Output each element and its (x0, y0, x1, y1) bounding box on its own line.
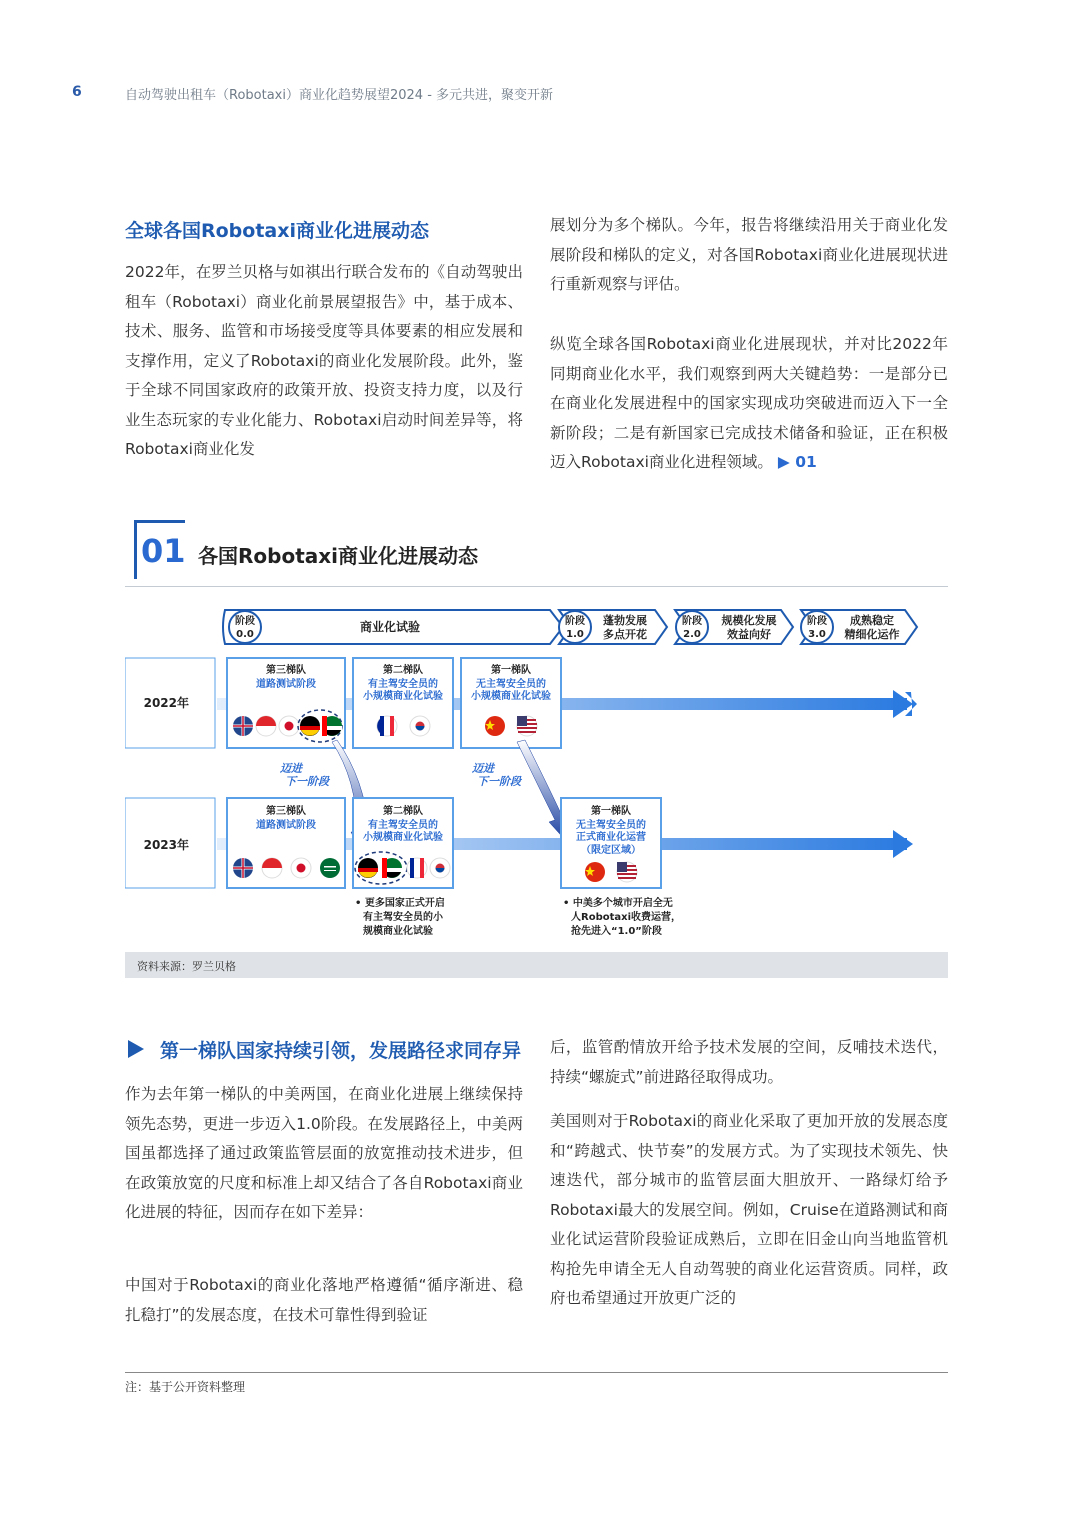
stage-0-name: 商业化试验 (359, 620, 421, 634)
stage-3-chevron (801, 610, 917, 644)
footer-divider (125, 1372, 948, 1373)
subsection-title: 第一梯队国家持续引领，发展路径求同存异 (160, 1040, 522, 1062)
stage-1-label: 阶段 (565, 616, 585, 627)
svg-text:道路测试阶段: 道路测试阶段 (256, 820, 316, 831)
stage-3-name-2: 精细化运作 (844, 628, 900, 641)
stage-2-chevron (675, 610, 793, 644)
intro-paragraph-right-2 (550, 330, 948, 478)
tier1-paragraph: 作为去年第一梯队的中美两国，在商业化进展上继续保持领先态势，更进一步迈入1.0阶段。在发展路径上，中美两国虽都选择了通过政策监管层面的放宽推动技术进步，但在政策放宽的尺度和标准上却又结合了各自Robotaxi商业化进展的特征，因而存在如下差异： (125, 1085, 523, 1221)
stage-0-label: 阶段 (235, 616, 255, 627)
china-paragraph: 中国对于Robotaxi的商业化落地严格遵循“循序渐进、稳扎稳打”的发展态度，在技术可靠性得到验证 (125, 1276, 523, 1324)
advance-label-1a: 迈进 (280, 762, 302, 775)
advance-label-1b: 下一阶段 (285, 775, 329, 788)
stage-2-code: 2.0 (683, 629, 701, 640)
note-right-1: • 中美多个城市开启全无 (563, 898, 673, 909)
svg-text:有主驾安全员的: 有主驾安全员的 (368, 679, 438, 690)
intro-paragraph-right-1: 展划分为多个梯队。今年，报告将继续沿用关于商业化发展阶段和梯队的定义，对各国Robotaxi商业化进展现状进行重新观察与评估。 (550, 216, 948, 293)
page-number: 6 (72, 84, 82, 100)
trend-text: 纵览全球各国Robotaxi商业化进展现状，并对比2022年同期商业化水平，我们观察到两大关键趋势：一是部分已在商业化发展进程中的国家实现成功突破进而迈入下一全新阶段；二是有新国家已完成技术储备和验证，正在积极迈入Robotaxi商业化进程领域。 (550, 335, 948, 471)
svg-text:无主驾安全员的: 无主驾安全员的 (576, 820, 646, 831)
svg-text:第一梯队: 第一梯队 (491, 665, 531, 676)
stage-2-name-1: 规模化发展 (721, 614, 777, 627)
stage-1-code: 1.0 (566, 629, 584, 640)
note-right-3: 抢先进入“1.0”阶段 (571, 926, 662, 937)
year-2022: 2022年 (143, 696, 189, 710)
stage-1-name-1: 蓬勃发展 (603, 614, 647, 627)
svg-text:小规模商业化试验: 小规模商业化试验 (363, 832, 443, 843)
svg-text:第二梯队: 第二梯队 (383, 665, 423, 676)
stage-2-label: 阶段 (682, 616, 702, 627)
subsection-arrow-icon (128, 1040, 144, 1058)
svg-text:第三梯队: 第三梯队 (266, 665, 306, 676)
svg-text:（限定区域）: （限定区域） (581, 845, 641, 856)
footer-note: 注：基于公开资料整理 (125, 1380, 246, 1394)
figure-number: 01 (141, 532, 186, 570)
svg-text:有主驾安全员的: 有主驾安全员的 (368, 820, 438, 831)
2022-tier2-box (353, 658, 453, 748)
note-right-2: 人Robotaxi收费运营， (571, 912, 682, 923)
year-2023: 2023年 (143, 838, 189, 852)
svg-text:第一梯队: 第一梯队 (591, 806, 631, 817)
figure-title: 各国Robotaxi商业化进展动态 (198, 544, 479, 568)
svg-text:小规模商业化试验: 小规模商业化试验 (471, 691, 551, 702)
figure-reference-link[interactable]: ▶ 01 (777, 453, 817, 471)
figure-divider (125, 586, 948, 587)
intro-paragraph-left: 2022年，在罗兰贝格与如祺出行联合发布的《自动驾驶出租车（Robotaxi）商业化前景展望报告》中，基于成本、技术、服务、监管和市场接受度等具体要素的相应发展和支撑作用，定义了Robotaxi的商业化发展阶段。此外，鉴于全球不同国家政府的政策开放、投资支持力度，以及行业生态玩家的专业化能力、Robotaxi启动时间差异等，将Robotaxi商业化发 (125, 263, 523, 458)
advance-label-2b: 下一阶段 (477, 775, 521, 788)
svg-text:道路测试阶段: 道路测试阶段 (256, 679, 316, 690)
2023-tier2-box (353, 798, 453, 888)
stage-diagram (125, 600, 948, 945)
section-title: 全球各国Robotaxi商业化进展动态 (125, 220, 430, 242)
svg-text:第二梯队: 第二梯队 (383, 806, 423, 817)
note-left-1: • 更多国家正式开启 (355, 898, 445, 909)
flag-saudi-arabia (320, 858, 340, 878)
stage-1-chevron (559, 610, 667, 644)
note-left-3: 规模商业化试验 (363, 926, 433, 937)
figure-source: 资料来源：罗兰贝格 (137, 960, 236, 973)
stage-3-name-1: 成熟稳定 (850, 614, 894, 627)
stage-3-label: 阶段 (807, 616, 827, 627)
stage-1-name-2: 多点开花 (603, 628, 647, 641)
running-header: 自动驾驶出租车（Robotaxi）商业化趋势展望2024 - 多元共进，聚变开新 (125, 88, 554, 103)
usa-paragraph: 美国则对于Robotaxi的商业化采取了更加开放的发展态度和“跨越式、快节奏”的发展方式。为了实现技术领先、快速迭代，部分城市的监管层面大胆放开、一路绿灯给予Robotaxi最大的发展空间。例如，Cruise在道路测试和商业化试运营阶段验证成熟后，立即在旧金山向当地监管机构抢先申请全无人自动驾驶的商业化运营资质。同样，政府也希望通过开放更广泛的 (550, 1112, 948, 1307)
svg-text:无主驾安全员的: 无主驾安全员的 (476, 679, 546, 690)
2023-tier3-box (227, 798, 345, 888)
2023-tier1-box (561, 798, 661, 888)
timeline-2023-arrowhead (893, 830, 913, 858)
advance-label-2a: 迈进 (472, 762, 494, 775)
stage-0-code: 0.0 (236, 629, 254, 640)
2022-tier3-box (227, 658, 345, 748)
stage-0-chevron (223, 610, 563, 644)
svg-text:第三梯队: 第三梯队 (266, 806, 306, 817)
note-left-2: 有主驾安全员的小 (363, 912, 443, 923)
figure-source-bar (125, 952, 948, 978)
stage-2-name-2: 效益向好 (727, 628, 771, 641)
2022-tier1-box (461, 658, 561, 748)
china-paragraph-cont: 后，监管酌情放开给予技术发展的空间，反哺技术迭代，持续“螺旋式”前进路径取得成功。 (550, 1038, 948, 1086)
svg-text:小规模商业化试验: 小规模商业化试验 (363, 691, 443, 702)
svg-text:正式商业化运营: 正式商业化运营 (576, 832, 646, 843)
stage-3-code: 3.0 (808, 629, 826, 640)
